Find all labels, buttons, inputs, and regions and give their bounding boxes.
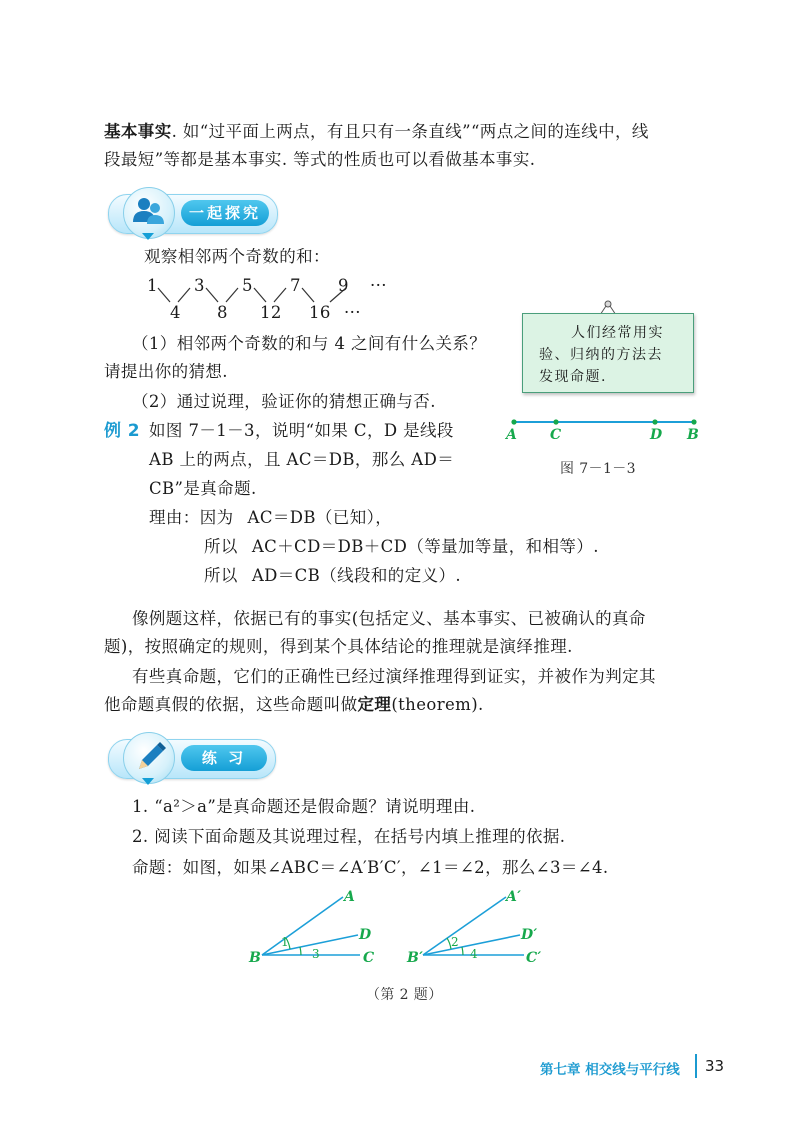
sum-8: 8: [217, 303, 228, 322]
footer-chapter: 第七章 相交线与平行线: [540, 1062, 680, 1078]
label-c-left: C: [363, 950, 375, 966]
intro-line-2: 段最短”等都是基本事实. 等式的性质也可以看做基本事实.: [104, 150, 536, 169]
label-b: B: [687, 427, 700, 443]
example-line-2: AB 上的两点，且 AC＝DB，那么 AD＝: [149, 450, 455, 469]
odd-1: 1: [147, 276, 158, 295]
label-c-right: C′: [526, 950, 542, 966]
odd-ellipsis: ···: [370, 276, 387, 295]
note-line-2: 验、归纳的方法去: [539, 347, 663, 363]
odd-7: 7: [290, 276, 301, 295]
label-angle-1: 1: [281, 935, 290, 949]
footer-divider: [695, 1054, 697, 1078]
practice-banner: [108, 739, 276, 779]
label-a: A: [506, 427, 518, 443]
figure-7-1-3: [500, 410, 710, 450]
sum-12: 12: [260, 303, 282, 322]
practice-icon-circle: [123, 732, 175, 784]
pencil-icon: [124, 733, 174, 783]
example-line-1: 如图 7－1－3，说明“如果 C，D 是线段: [149, 421, 454, 440]
term-basic-fact: 基本事实: [104, 122, 172, 141]
figure-caption: 图 7－1－3: [560, 461, 636, 477]
hint-note: [522, 313, 694, 393]
label-angle-2: 2: [451, 935, 460, 949]
explore-banner-label: 一起探究: [181, 200, 269, 226]
label-d: D: [650, 427, 663, 443]
label-a-right: A′: [506, 889, 522, 905]
odd-5: 5: [242, 276, 253, 295]
sum-16: 16: [309, 303, 331, 322]
label-c: C: [550, 427, 562, 443]
explore-banner-pointer: [142, 233, 154, 240]
label-angle-4: 4: [470, 947, 479, 961]
intro-line-1: 基本事实. 如“过平面上两点，有且只有一条直线”“两点之间的连线中，线: [104, 122, 649, 141]
practice-banner-label: 练 习: [181, 745, 267, 771]
people-icon: [124, 188, 174, 238]
term-theorem: 定理: [357, 695, 392, 714]
sum-ellipsis: ···: [344, 303, 361, 322]
explore-banner: [108, 194, 278, 234]
note-line-1: 人们经常用实: [571, 325, 664, 341]
label-d-left: D: [359, 927, 372, 943]
practice-q2: 2. 阅读下面命题及其说理过程，在括号内填上推理的依据.: [132, 827, 566, 846]
label-b-left: B: [249, 950, 262, 966]
question-2-caption: （第 2 题）: [366, 987, 443, 1003]
para2-line-2: 他命题真假的依据，这些命题叫做定理(theorem).: [104, 695, 484, 714]
odd-9: 9: [338, 276, 349, 295]
label-angle-3: 3: [312, 947, 321, 961]
reason-line-2: 所以 AC＋CD＝DB＋CD（等量加等量，和相等）.: [204, 537, 599, 556]
question-1-line-1: （1）相邻两个奇数的和与 4 之间有什么关系？: [132, 334, 487, 353]
sum-4: 4: [170, 303, 181, 322]
note-line-3: 发现命题.: [539, 369, 607, 385]
example-label: 例 2: [104, 421, 140, 441]
para1-line-2: 题)，按照确定的规则，得到某个具体结论的推理就是演绎推理.: [104, 637, 573, 656]
question-2: （2）通过说理，验证你的猜想正确与否.: [132, 392, 436, 411]
odd-3: 3: [194, 276, 205, 295]
label-d-right: D′: [521, 927, 538, 943]
reason-line-3: 所以 AD＝CB（线段和的定义）.: [204, 566, 462, 585]
para2-line-1: 有些真命题，它们的正确性已经过演绎推理得到证实，并被作为判定其: [132, 667, 656, 686]
para1-line-1: 像例题这样，依据已有的事实(包括定义、基本事实、已被确认的真命: [132, 609, 646, 628]
label-b-right: B′: [407, 950, 424, 966]
explore-icon-circle: [123, 187, 175, 239]
example-line-3: CB”是真命题.: [149, 479, 257, 498]
practice-proposition: 命题：如图，如果∠ABC＝∠A′B′C′，∠1＝∠2，那么∠3＝∠4.: [132, 858, 609, 877]
observe-text: 观察相邻两个奇数的和：: [144, 247, 330, 266]
practice-banner-pointer: [142, 778, 154, 785]
label-a-left: A: [344, 889, 356, 905]
page-number: 33: [705, 1057, 725, 1075]
reason-line-1: 理由：因为 AC＝DB（已知），: [149, 508, 393, 527]
question-1-line-2: 请提出你的猜想.: [104, 362, 228, 381]
practice-q1: 1. “a²＞a”是真命题还是假命题？请说明理由.: [132, 797, 476, 816]
